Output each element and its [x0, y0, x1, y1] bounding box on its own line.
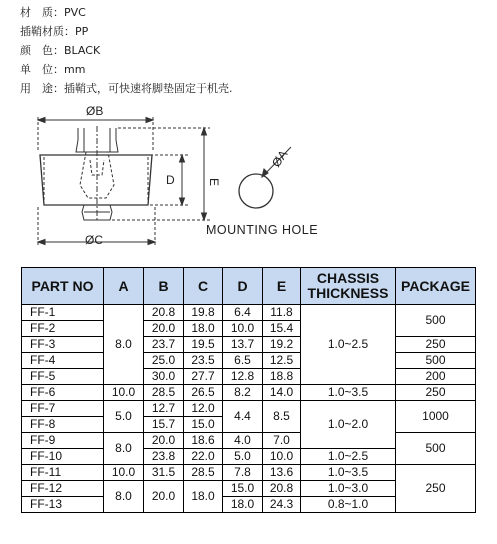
d-cell: 15.0 [223, 481, 263, 497]
b-cell: 20.8 [144, 305, 184, 321]
c-cell: 28.5 [184, 465, 223, 481]
c-cell: 18.0 [184, 481, 223, 513]
parts-table [21, 267, 476, 513]
spec-usage [20, 82, 233, 96]
part-cell: FF-4 [22, 353, 104, 369]
b-cell: 20.0 [144, 321, 184, 337]
header-b: B [144, 268, 184, 305]
spec-label: 用 途： [20, 82, 64, 95]
b-cell: 25.0 [144, 353, 184, 369]
dim-e-label: E [207, 178, 221, 187]
b-cell: 31.5 [144, 465, 184, 481]
e-cell: 14.0 [263, 385, 301, 401]
table-row [22, 305, 476, 321]
part-cell: FF-1 [22, 305, 104, 321]
spec-label: 材 质： [20, 6, 64, 19]
b-cell: 12.7 [144, 401, 184, 417]
c-cell: 22.0 [184, 449, 223, 465]
e-cell: 13.6 [263, 465, 301, 481]
d-cell: 12.8 [223, 369, 263, 385]
c-cell: 26.5 [184, 385, 223, 401]
part-cell: FF-12 [22, 481, 104, 497]
package-cell: 250 [396, 337, 476, 353]
b-cell: 23.8 [144, 449, 184, 465]
dim-d-label: D [166, 173, 175, 187]
dim-b-label: ØB [86, 104, 104, 118]
package-cell: 500 [396, 305, 476, 337]
chassis-cell: 1.0~2.5 [301, 305, 396, 385]
chassis-cell: 1.0~3.5 [301, 385, 396, 401]
part-cell: FF-9 [22, 433, 104, 449]
part-cell: FF-2 [22, 321, 104, 337]
c-cell: 27.7 [184, 369, 223, 385]
a-cell: 8.0 [104, 305, 144, 385]
table-row [22, 401, 476, 417]
header-chassis-line1: CHASSIS [316, 270, 380, 286]
spec-label: 插鞘材质： [20, 25, 75, 38]
package-cell: 1000 [396, 401, 476, 433]
part-cell: FF-11 [22, 465, 104, 481]
d-cell: 13.7 [223, 337, 263, 353]
part-cell: FF-13 [22, 497, 104, 513]
mounting-hole-label: MOUNTING HOLE [206, 223, 319, 237]
part-cell: FF-6 [22, 385, 104, 401]
package-cell: 500 [396, 433, 476, 465]
d-cell: 4.0 [223, 433, 263, 449]
chassis-cell: 1.0~3.0 [301, 481, 396, 497]
foot-dimension-drawing [0, 100, 497, 260]
package-cell: 200 [396, 369, 476, 385]
spec-value: 插鞘式，可快速将脚垫固定于机壳. [64, 82, 233, 95]
header-chassis-thickness [301, 268, 396, 305]
table-row [22, 353, 476, 369]
e-cell: 12.5 [263, 353, 301, 369]
c-cell: 18.6 [184, 433, 223, 449]
e-cell: 19.2 [263, 337, 301, 353]
package-cell: 500 [396, 353, 476, 369]
spec-label: 颜 色： [20, 44, 64, 57]
table-row [22, 369, 476, 385]
c-cell: 19.5 [184, 337, 223, 353]
d-cell: 10.0 [223, 321, 263, 337]
d-cell: 6.4 [223, 305, 263, 321]
a-cell: 10.0 [104, 385, 144, 401]
c-cell: 18.0 [184, 321, 223, 337]
e-cell: 7.0 [263, 433, 301, 449]
header-part-no: PART NO [22, 268, 104, 305]
chassis-cell: 1.0~2.0 [301, 401, 396, 449]
part-cell: FF-3 [22, 337, 104, 353]
spec-material [20, 6, 86, 20]
header-c: C [184, 268, 223, 305]
b-cell: 20.0 [144, 433, 184, 449]
table-row [22, 385, 476, 401]
package-cell: 250 [396, 385, 476, 401]
header-e: E [263, 268, 301, 305]
a-cell: 8.0 [104, 481, 144, 513]
b-cell: 30.0 [144, 369, 184, 385]
e-cell: 8.5 [263, 401, 301, 433]
table-row [22, 433, 476, 449]
header-a: A [104, 268, 144, 305]
spec-pin-material [20, 25, 88, 39]
e-cell: 15.4 [263, 321, 301, 337]
spec-value: BLACK [64, 44, 101, 57]
chassis-cell: 1.0~3.5 [301, 465, 396, 481]
b-cell: 28.5 [144, 385, 184, 401]
spec-value: PVC [64, 6, 86, 19]
c-cell: 12.0 [184, 401, 223, 417]
header-chassis-line2: THICKNESS [307, 285, 389, 301]
spec-value: PP [75, 25, 89, 38]
e-cell: 24.3 [263, 497, 301, 513]
dim-c-label: ØC [85, 233, 103, 247]
table-row [22, 465, 476, 481]
e-cell: 10.0 [263, 449, 301, 465]
package-cell: 250 [396, 465, 476, 513]
e-cell: 20.8 [263, 481, 301, 497]
spec-label: 单 位： [20, 63, 64, 76]
part-cell: FF-5 [22, 369, 104, 385]
d-cell: 6.5 [223, 353, 263, 369]
d-cell: 7.8 [223, 465, 263, 481]
d-cell: 18.0 [223, 497, 263, 513]
d-cell: 8.2 [223, 385, 263, 401]
b-cell: 20.0 [144, 481, 184, 513]
part-cell: FF-10 [22, 449, 104, 465]
d-cell: 4.4 [223, 401, 263, 433]
spec-unit [20, 63, 85, 77]
header-d: D [223, 268, 263, 305]
part-cell: FF-7 [22, 401, 104, 417]
d-cell: 5.0 [223, 449, 263, 465]
b-cell: 15.7 [144, 417, 184, 433]
c-cell: 19.8 [184, 305, 223, 321]
table-row [22, 337, 476, 353]
e-cell: 18.8 [263, 369, 301, 385]
a-cell: 5.0 [104, 401, 144, 433]
c-cell: 23.5 [184, 353, 223, 369]
chassis-cell: 1.0~2.5 [301, 449, 396, 465]
a-cell: 8.0 [104, 433, 144, 465]
chassis-cell: 0.8~1.0 [301, 497, 396, 513]
spec-value: mm [64, 63, 86, 76]
header-package: PACKAGE [396, 268, 476, 305]
spec-color [20, 44, 100, 58]
c-cell: 15.0 [184, 417, 223, 433]
e-cell: 11.8 [263, 305, 301, 321]
dim-a-label: ØA [268, 147, 291, 170]
a-cell: 10.0 [104, 465, 144, 481]
b-cell: 23.7 [144, 337, 184, 353]
part-cell: FF-8 [22, 417, 104, 433]
